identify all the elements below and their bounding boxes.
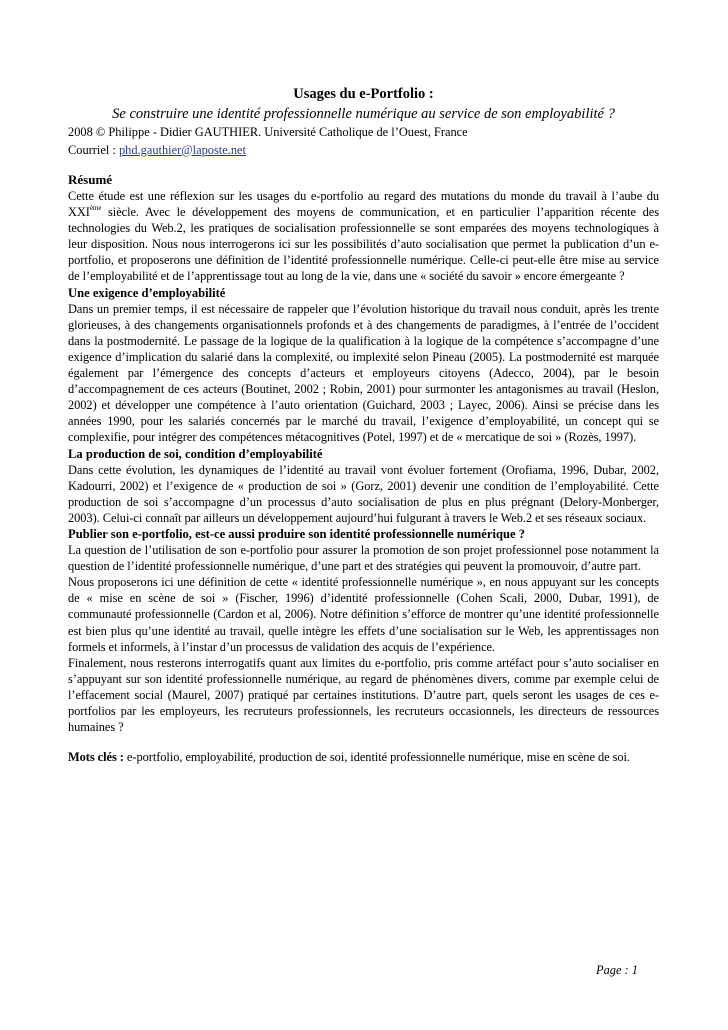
section-paragraph: Nous proposerons ici une définition de cette « identité professionnelle numérique », en nous appuyant sur les concepts de « mise en scène de soi » (Fischer, 1996) d’identité professionnelle (Cohen Scali, 2000, Dubar, 1991), de communauté professionnelle (Cardon et al, 2006). Notre définition s’efforce de montrer qu’une identité professionnelle est bien plus qu’une identité au travail, quelle intègre les effets d’une socialisation sur le Web, les apprentissages non formels et informels, à l’instar d’un processus de validation des acquis de l’expérience. — [68, 575, 659, 654]
email-line — [68, 143, 659, 159]
page-number: Page : 1 — [596, 963, 638, 977]
email-link[interactable]: phd.gauthier@laposte.net — [118, 142, 246, 157]
section-heading-employabilite: Une exigence d’employabilité — [68, 285, 226, 300]
keywords-line — [68, 749, 659, 765]
document-title: Usages du e-Portfolio : — [293, 86, 434, 102]
abstract-text-start: Cette étude est une réflexion sur les usages du e-portfolio au regard des mutations du monde du travail à l’aube du XXI — [68, 189, 659, 220]
section-paragraph: Dans cette évolution, les dynamiques de l’identité au travail vont évoluer fortement (Orofiama, 1996, Dubar, 2002, Kadourri, 2002) et l’exigence de « production de soi » (Gorz, 2001) devenir une condition de l’employabilité. Cette production de soi s’accompagne d’un processus d’auto socialisation de plus en plus prégnant (Delory-Monberger, 2003). Celui-ci connaît par ailleurs un développement aujourd’hui fulgurant à travers le Web.2 et ses réseaux sociaux. — [68, 462, 659, 525]
document-subtitle: Se construire une identité professionnelle numérique au service de son employabilité ? — [112, 106, 615, 122]
keywords-label: Mots clés : — [68, 750, 127, 765]
section-heading-production-de-soi: La production de soi, condition d’employabilité — [68, 446, 323, 461]
section-heading-publier-eportfolio: Publier son e-portfolio, est-ce aussi produire son identité professionnelle numérique ? — [68, 526, 525, 541]
abstract-paragraph — [68, 188, 659, 285]
abstract-superscript: ème — [89, 204, 102, 213]
section-paragraph: La question de l’utilisation de son e-portfolio pour assurer la promotion de son projet professionnel pose notamment la question de l’identité professionnelle numérique, d’une part et des stratégies qui peuvent la promouvoir, d’autre part. — [68, 543, 659, 574]
abstract-text-end: siècle. Avec le développement des moyens de communication, et en particulier l’apparition récente des technologies du Web.2, les pratiques de socialisation professionnelle se sont emparées des moyens technologiques à leur disposition. Nous nous interrogerons ici sur les possibilités d’auto socialisation que permet la publication d’un e-portfolio, et proposerons une définition de l’identité professionnelle numérique. Celle-ci peut-elle être mise au service de l’employabilité et de l’apprentissage tout au long de la vie, dans une « société du savoir » encore émergeante ? — [68, 205, 659, 284]
document-page — [68, 86, 659, 765]
section-paragraph: Dans un premier temps, il est nécessaire de rappeler que l’évolution historique du travail nous conduit, après les trente glorieuses, à des changements organisationnels profonds et à des changements de paradigmes, à l’entrée de l’occident dans la postmodernité. Le passage de la logique de la qualification à la logique de la compétence s’accompagne d’une exigence d’implication du salarié dans la complexité, ou implexité selon Pineau (2005). La postmodernité est marquée également par l’émergence des concepts d’acteurs et employeurs citoyens (Adecco, 2004), par le besoin d’accompagnement de ces acteurs (Boutinet, 2002 ; Robin, 2001) pour surmonter les antagonismes au travail (Heslon, 2002) et développer une compétence à l’auto orientation (Guichard, 2003 ; Layec, 2006). Ainsi se précise dans les années 1990, pour les salariés concernés par le marché du travail, l’exigence d’employabilité, un concept qui se complexifie, pour intégrer des compétences métacognitives (Potel, 1997) et de « mercatique de soi » (Rozès, 1997). — [68, 301, 659, 445]
email-label: Courriel : — [68, 142, 119, 157]
abstract-heading: Résumé — [68, 172, 113, 187]
author-line: 2008 © Philippe - Didier GAUTHIER. Université Catholique de l’Ouest, France — [68, 125, 468, 139]
section-paragraph: Finalement, nous resterons interrogatifs quant aux limites du e-portfolio, pris comme artéfact pour s’auto socialiser en s’appuyant sur son identité professionnelle numérique, au regard de phénomènes divers, comme par exemple celui de l’effacement social (Maurel, 2007) pratiqué par certaines institutions. D’autre part, quels seront les usages de ces e-portfolios par les employeurs, les recruteurs professionnels, les recruteurs occasionnels, les directeurs de ressources humaines ? — [68, 655, 659, 735]
keywords-text: e-portfolio, employabilité, production de soi, identité professionnelle numérique, mise en scène de soi. — [126, 750, 630, 765]
